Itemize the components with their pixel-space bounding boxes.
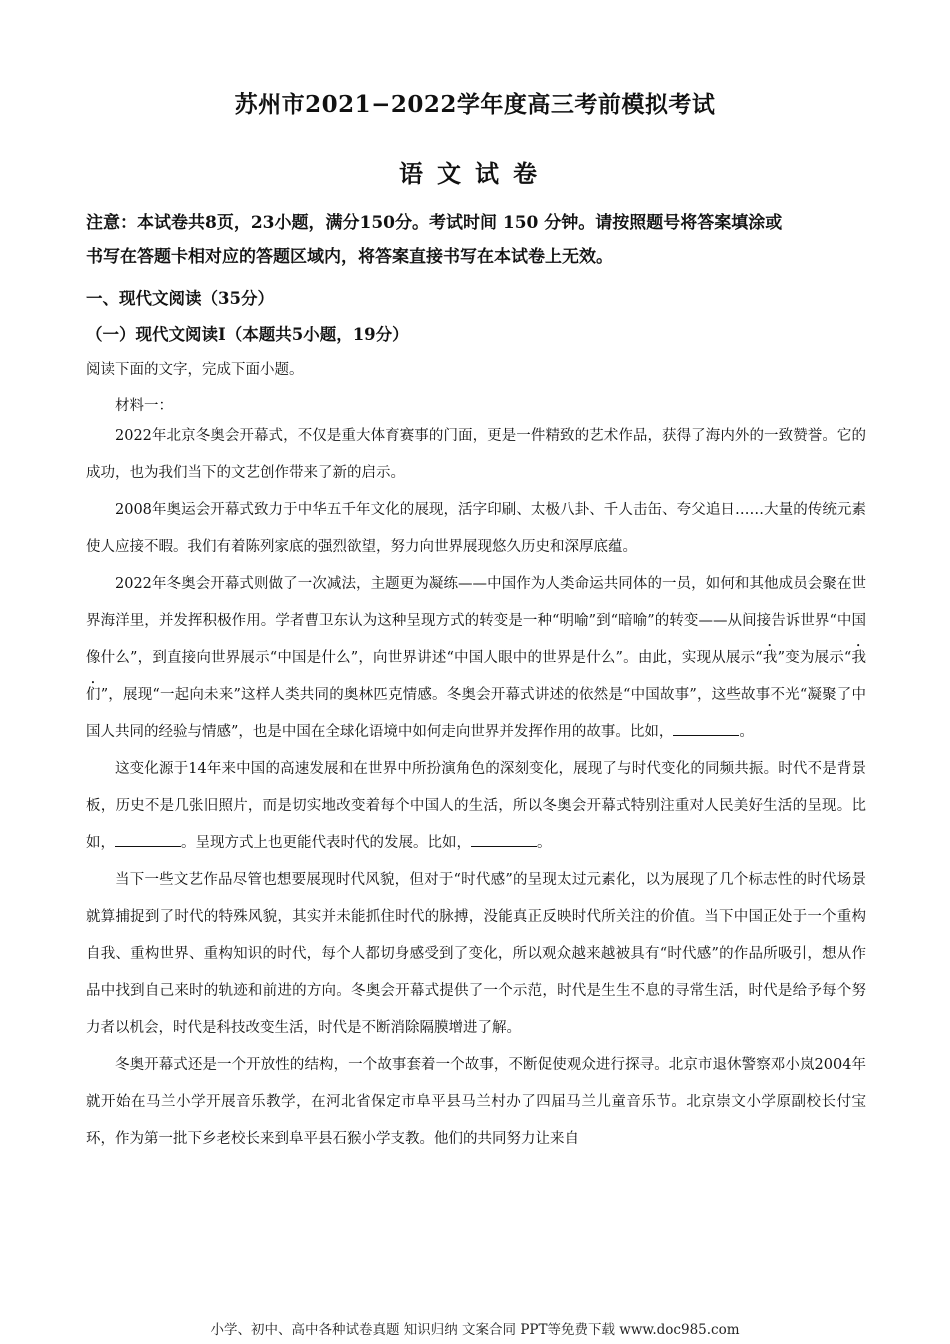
- p4-text-end: 。: [537, 835, 552, 851]
- subsection-heading: （一）现代文阅读Ⅰ（本题共5小题，19分）: [86, 325, 409, 344]
- p3-text-b: ”变为展示“: [777, 650, 852, 666]
- section-heading: 一、现代文阅读（35分）: [86, 289, 274, 308]
- answer-blank-3[interactable]: [471, 832, 537, 847]
- notice-line-1: 注意：本试卷共8页，23小题，满分150分。考试时间 150 分钟。请按照题号将答案填涂或: [86, 213, 783, 233]
- passage-paragraph-3: [86, 566, 866, 751]
- passage-paragraph-5: 当下一些文艺作品尽管也想要展现时代风貌，但对于“时代感”的呈现太过元素化，以为展现了几个标志性的时代场景就算捕捉到了时代的特殊风貌，其实并未能抓住时代的脉搏，没能真正反映时代所关注的价值。当下中国正处于一个重构自我、重构世界、重构知识的时代，每个人都切身感受到了变化，所以观众越来越被具有“时代感”的作品所吸引，想从作品中找到自己来时的轨迹和前进的方向。冬奥会开幕式提供了一个示范，时代是生生不息的寻常生活，时代是给予每个努力者以机会，时代是科技改变生活，时代是不断消除隔膜增进了解。: [86, 872, 866, 1036]
- exam-subtitle: 语文试卷: [399, 159, 551, 188]
- p4-text-b: 。呈现方式上也更能代表时代的发展。比如，: [181, 835, 471, 851]
- emphasis-word-wo: 我: [762, 650, 778, 666]
- passage-paragraph-1: 2022年北京冬奥会开幕式，不仅是重大体育赛事的门面，更是一件精致的艺术作品，获得了海内外的一致赞誉。它的成功，也为我们当下的文艺创作带来了新的启示。: [86, 428, 866, 481]
- p3-text-a: 2022年冬奥会开幕式则做了一次减法，主题更为凝练——中国作为人类命运共同体的一员，如何和其他成员会聚在世界海洋里，并发挥积极作用。学者曹卫东认为这种呈现方式的转变是一种“明喻”到“暗喻”的转变——从间接告诉世界“中国像什么”，到直接向世界展示“中国是什么”，向世界讲述“中国人眼中的世界是什么”。由此，实现从展示“: [86, 576, 866, 666]
- passage-paragraph-4: [86, 751, 866, 862]
- passage-paragraph-6: 冬奥开幕式还是一个开放性的结构，一个故事套着一个故事，不断促使观众进行探寻。北京市退休警察邓小岚2004年就开始在马兰小学开展音乐教学，在河北省保定市阜平县马兰村办了四届马兰儿童音乐节。北京崇文小学原副校长付宝环，作为第一批下乡老校长来到阜平县石猴小学支教。他们的共同努力让来自: [86, 1057, 866, 1147]
- notice-line-2: 书写在答题卡相对应的答题区域内，将答案直接书写在本试卷上无效。: [86, 247, 613, 267]
- p3-text-end: 。: [739, 724, 754, 740]
- answer-blank-2[interactable]: [115, 832, 181, 847]
- answer-blank-1[interactable]: [673, 721, 739, 736]
- material-label: 材料一：: [115, 398, 173, 414]
- passage-body: [86, 418, 866, 1158]
- page-footer: 小学、初中、高中各种试卷真题 知识归纳 文案合同 PPT等免费下载 www.doc985.com: [210, 1322, 740, 1338]
- emphasis-word-women: 我们: [86, 650, 867, 703]
- reading-instruction: 阅读下面的文字，完成下面小题。: [86, 362, 304, 378]
- p4-text-a: 这变化源于14年来中国的高速发展和在世界中所扮演角色的深刻变化，展现了与时代变化的同频共振。时代不是背景板，历史不是几张旧照片，而是切实地改变着每个中国人的生活，所以冬奥会开幕式特别注重对人民美好生活的呈现。比如，: [86, 761, 866, 851]
- passage-paragraph-2: 2008年奥运会开幕式致力于中华五千年文化的展现，活字印刷、太极八卦、千人击缶、夸父追日……大量的传统元素使人应接不暇。我们有着陈列家底的强烈欲望，努力向世界展现悠久历史和深厚底蕴。: [86, 502, 866, 555]
- p3-text-c: ”，展现“一起向未来”这样人类共同的奥林匹克情感。冬奥会开幕式讲述的依然是“中国故事”，这些故事不光“凝聚了中国人共同的经验与情感”，也是中国在全球化语境中如何走向世界并发挥作用的故事。比如，: [86, 687, 867, 740]
- exam-notice: [86, 206, 876, 274]
- exam-title: 苏州市2021−2022学年度高三考前模拟考试: [234, 91, 716, 118]
